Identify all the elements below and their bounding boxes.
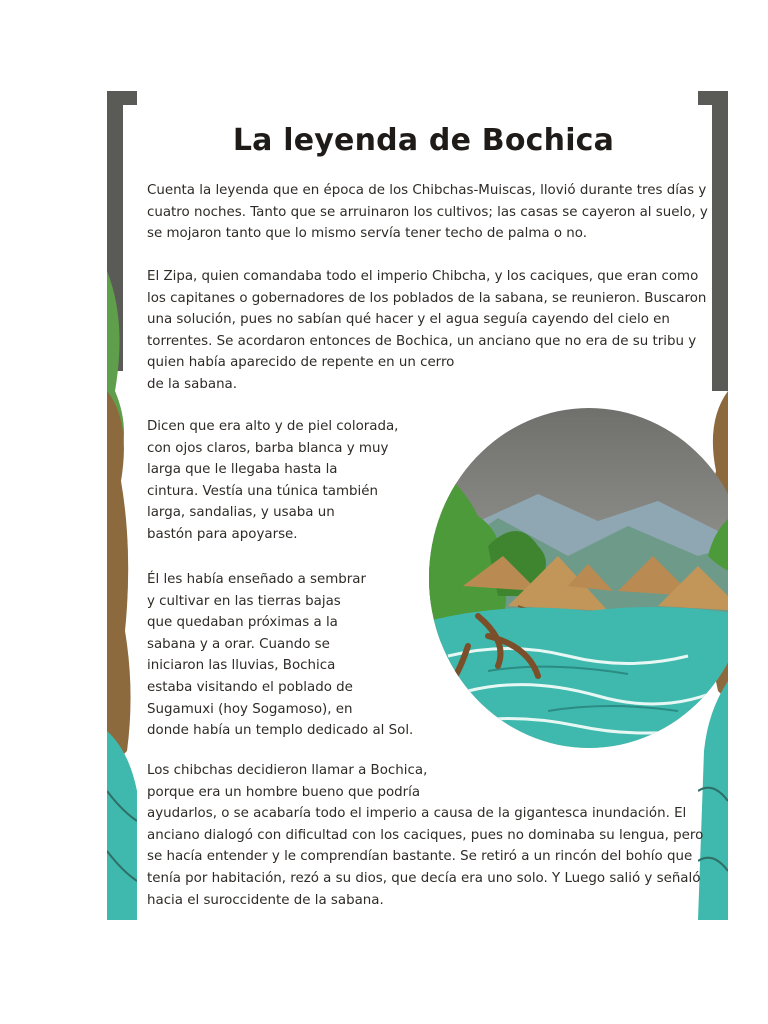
- text-line: se mojaron tanto que lo mismo servía tener techo de palma o no.: [147, 226, 587, 242]
- text-line: bastón para apoyarse.: [147, 526, 298, 542]
- paragraph-3: [147, 416, 398, 546]
- text-line: torrentes. Se acordaron entonces de Bochica, un anciano que no era de su tribu y: [147, 333, 697, 349]
- text-line: iniciaron las lluvias, Bochica: [147, 658, 336, 674]
- text-line: de la sabana.: [147, 376, 238, 392]
- page-title: La leyenda de Bochica: [232, 123, 615, 159]
- text-line: que quedaban próximas a la: [147, 615, 338, 631]
- text-line: ayudarlos, o se acabaría todo el imperio a causa de la gigantesca inundación. El: [147, 806, 687, 822]
- text-line: sabana y a orar. Cuando se: [147, 636, 330, 652]
- document-page: [107, 91, 728, 920]
- text-line: El Zipa, quien comandaba todo el imperio Chibcha, y los caciques, que eran como: [147, 269, 699, 284]
- text-line: larga, sandalias, y usaba un: [147, 505, 335, 521]
- text-line: larga que le llegaba hasta la: [147, 462, 338, 478]
- text-line: cuatro noches. Tanto que se arruinaron los cultivos; las casas se cayeron al suelo, y: [147, 204, 708, 220]
- paragraph-2: [147, 266, 706, 396]
- document-content: [147, 91, 708, 920]
- left-decorative-border: [107, 91, 137, 920]
- text-line: tenía por habitación, rezó a su dios, que decía era uno solo. Y Luego salió y señaló: [147, 870, 701, 886]
- text-line: Él les había enseñado a sembrar: [147, 572, 367, 587]
- flooded-village-illustration-icon: [428, 406, 728, 751]
- text-line: quien había aparecido de repente en un cerro: [147, 355, 455, 371]
- paragraph-4: [147, 569, 413, 742]
- text-line: se hacía entender y le comprendían bastante. Se retiró a un rincón del bohío que: [147, 849, 693, 865]
- paragraph-5: [147, 760, 703, 911]
- paragraph-1: [147, 180, 708, 245]
- text-line: cintura. Vestía una túnica también: [147, 483, 378, 499]
- text-line: Dicen que era alto y de piel colorada,: [147, 419, 399, 434]
- text-line: donde había un templo dedicado al Sol.: [147, 723, 414, 739]
- text-line: y cultivar en las tierras bajas: [147, 593, 341, 609]
- border-art-left-icon: [107, 91, 137, 920]
- text-line: Cuenta la leyenda que en época de los Chibchas-Muiscas, llovió durante tres días y: [147, 183, 707, 198]
- text-line: anciano dialogó con dificultad con los caciques, pues no dominaba su lengua, pero: [147, 827, 704, 843]
- text-line: Los chibchas decidieron llamar a Bochica,: [147, 763, 428, 778]
- text-line: hacia el suroccidente de la sabana.: [147, 892, 384, 908]
- text-line: los capitanes o gobernadores de los poblados de la sabana, se reunieron. Buscaron: [147, 290, 707, 306]
- flooded-village-illustration: [428, 406, 728, 751]
- text-line: con ojos claros, barba blanca y muy: [147, 440, 389, 456]
- text-line: Sugamuxi (hoy Sogamoso), en: [147, 701, 353, 717]
- text-line: estaba visitando el poblado de: [147, 679, 353, 695]
- text-line: porque era un hombre bueno que podría: [147, 784, 421, 800]
- text-line: una solución, pues no sabían qué hacer y el agua seguía cayendo del cielo en: [147, 312, 670, 328]
